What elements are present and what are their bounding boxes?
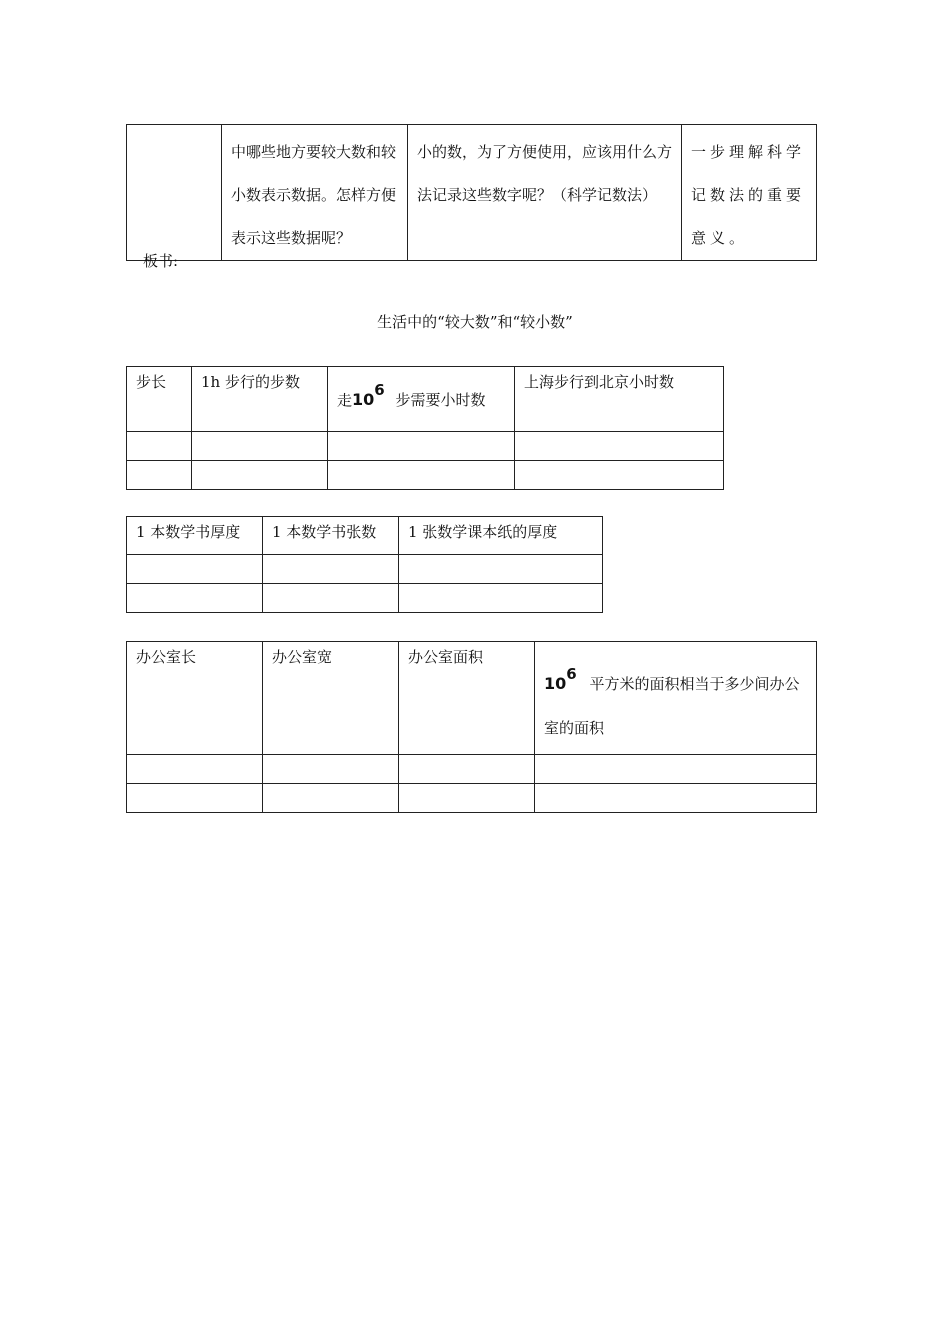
- table-cell: [263, 784, 399, 813]
- table-cell: [535, 755, 817, 784]
- lesson-plan-table: [126, 124, 817, 261]
- header-paper-thickness: 1 张数学课本纸的厚度: [399, 517, 603, 555]
- sci-number: $10^6$: [352, 381, 385, 410]
- header-book-thickness: 1 本数学书厚度: [127, 517, 263, 555]
- board-label: 板书:: [143, 252, 179, 270]
- table-cell: [127, 432, 192, 461]
- office-area-table: [126, 641, 817, 813]
- table-cell: [515, 432, 724, 461]
- sci-number: $10^6$: [544, 665, 577, 694]
- table-cell: [399, 755, 535, 784]
- lesson-cell-empty: [127, 125, 222, 261]
- board-title: 生活中的“较大数”和“较小数”: [377, 313, 573, 331]
- header-book-pages: 1 本数学书张数: [263, 517, 399, 555]
- table-cell: [399, 784, 535, 813]
- header-office-area: 办公室面积: [399, 642, 535, 755]
- table-cell: [127, 584, 263, 613]
- table-cell: [127, 755, 263, 784]
- table-cell: [328, 461, 515, 490]
- table-cell: [127, 555, 263, 584]
- table-cell: [127, 461, 192, 490]
- header-million-sqm: $10^6$ 平方米的面积相当于多少间办公室的面积: [535, 642, 817, 755]
- header-shanghai-beijing: 上海步行到北京小时数: [515, 367, 724, 432]
- table-cell: [328, 432, 515, 461]
- table-cell: [263, 584, 399, 613]
- lesson-cell-question: 小的数，为了方便使用，应该用什么方法记录这些数字呢？（科学记数法）: [408, 125, 682, 261]
- table-cell: [399, 584, 603, 613]
- lesson-cell-purpose: 一步理解科学记数法的重要意义。: [682, 125, 817, 261]
- book-thickness-table: [126, 516, 603, 613]
- table-cell: [127, 784, 263, 813]
- table-cell: [263, 555, 399, 584]
- table-cell: [263, 755, 399, 784]
- table-cell: [192, 461, 328, 490]
- table-cell: [515, 461, 724, 490]
- header-step-length: 步长: [127, 367, 192, 432]
- table-cell: [399, 555, 603, 584]
- table-cell: [192, 432, 328, 461]
- walking-table: [126, 366, 724, 490]
- header-office-length: 办公室长: [127, 642, 263, 755]
- lesson-cell-activity: 中哪些地方要较大数和较小数表示数据。怎样方便表示这些数据呢？: [222, 125, 408, 261]
- header-steps-per-hour: 1h 步行的步数: [192, 367, 328, 432]
- header-hours-for-steps: 走$10^6$ 步需要小时数: [328, 367, 515, 432]
- header-office-width: 办公室宽: [263, 642, 399, 755]
- table-cell: [535, 784, 817, 813]
